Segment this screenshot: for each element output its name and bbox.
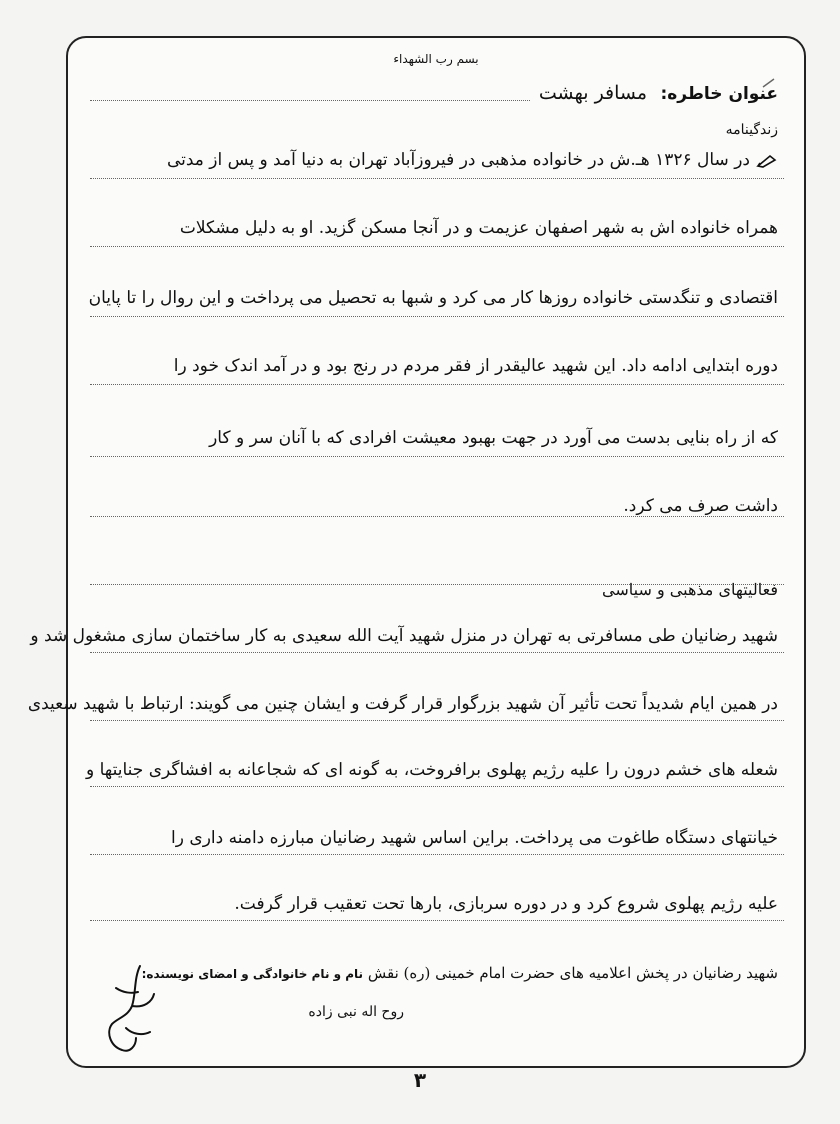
dotted-line: [90, 178, 784, 179]
section-line-2: در همین ایام شدیداً تحت تأثیر آن شهید بزرگوار قرار گرفت و ایشان چنین می گویند: ارتباط با شهید سعیدی: [27, 694, 778, 714]
section-heading: فعالیتهای مذهبی و سیاسی: [602, 580, 778, 599]
section-line-5: علیه رژیم پهلوی شروع کرد و در دوره سربازی، بارها تحت تعقیب قرار گرفت.: [234, 894, 778, 914]
biography-line-6: داشت صرف می کرد.: [623, 496, 778, 516]
author-signature: [96, 958, 166, 1058]
dotted-line: [90, 786, 784, 787]
biography-line-1: در سال ۱۳۲۶ هـ.ش در خانواده مذهبی در فیروزآباد تهران به دنیا آمد و پس از مدتی: [86, 150, 778, 170]
dotted-line: [90, 384, 784, 385]
biography-line-3: اقتصادی و تنگدستی خانواده روزها کار می کرد و شبها به تحصیل می پرداخت و این روال را تا پایان: [88, 288, 778, 308]
corner-tick-icon: [762, 78, 776, 88]
biography-line-4: دوره ابتدایی ادامه داد. این شهید عالیقدر از فقر مردم در رنج بود و در آمد اندک خود را: [173, 356, 778, 376]
author-name: روح اله نبی زاده: [308, 1004, 404, 1020]
pencil-icon: [756, 154, 778, 168]
biography-line-2: همراه خانواده اش به شهر اصفهان عزیمت و در آنجا مسکن گزید. او به دلیل مشکلات: [179, 218, 778, 238]
dotted-line: [90, 652, 784, 653]
dotted-line: [90, 246, 784, 247]
dotted-line: [90, 316, 784, 317]
dotted-line: [90, 456, 784, 457]
section-line-4: خیانتهای دستگاه طاغوت می پرداخت. براین اساس شهید رضانیان مبارزه دامنه داری را: [171, 828, 778, 848]
title-value: مسافر بهشت: [538, 82, 648, 104]
title-label: عنوان خاطره:: [660, 84, 778, 104]
biography-heading: زندگینامه: [725, 122, 778, 138]
closing-line-row: [86, 964, 778, 982]
biography-line-5: که از راه بنایی بدست می آورد در جهت بهبود معیشت افرادی که با آنان سر و کار: [209, 428, 778, 448]
page-number: ۳: [413, 1068, 427, 1092]
dotted-line: [90, 920, 784, 921]
dotted-line: [90, 854, 784, 855]
section-line-1: شهید رضانیان طی مسافرتی به تهران در منزل شهید آیت الله سعیدی به کار ساختمان سازی مشغول شد و: [30, 626, 778, 646]
dotted-line: [90, 720, 784, 721]
dotted-line: [90, 100, 530, 101]
footer-label: نام و نام خانوادگی و امضای نویسنده:: [141, 967, 364, 981]
page-sheet: [27, 36, 806, 1068]
dotted-line: [90, 516, 784, 517]
section-line-3: شعله های خشم درون را علیه رژیم پهلوی برافروخت، به گونه ای که شجاعانه به افشاگری جنایتها و: [86, 760, 778, 780]
closing-line: شهید رضانیان در پخش اعلامیه های حضرت امام خمینی (ره) نقش: [367, 964, 778, 982]
page-header: بسم رب الشهداء: [393, 52, 479, 66]
